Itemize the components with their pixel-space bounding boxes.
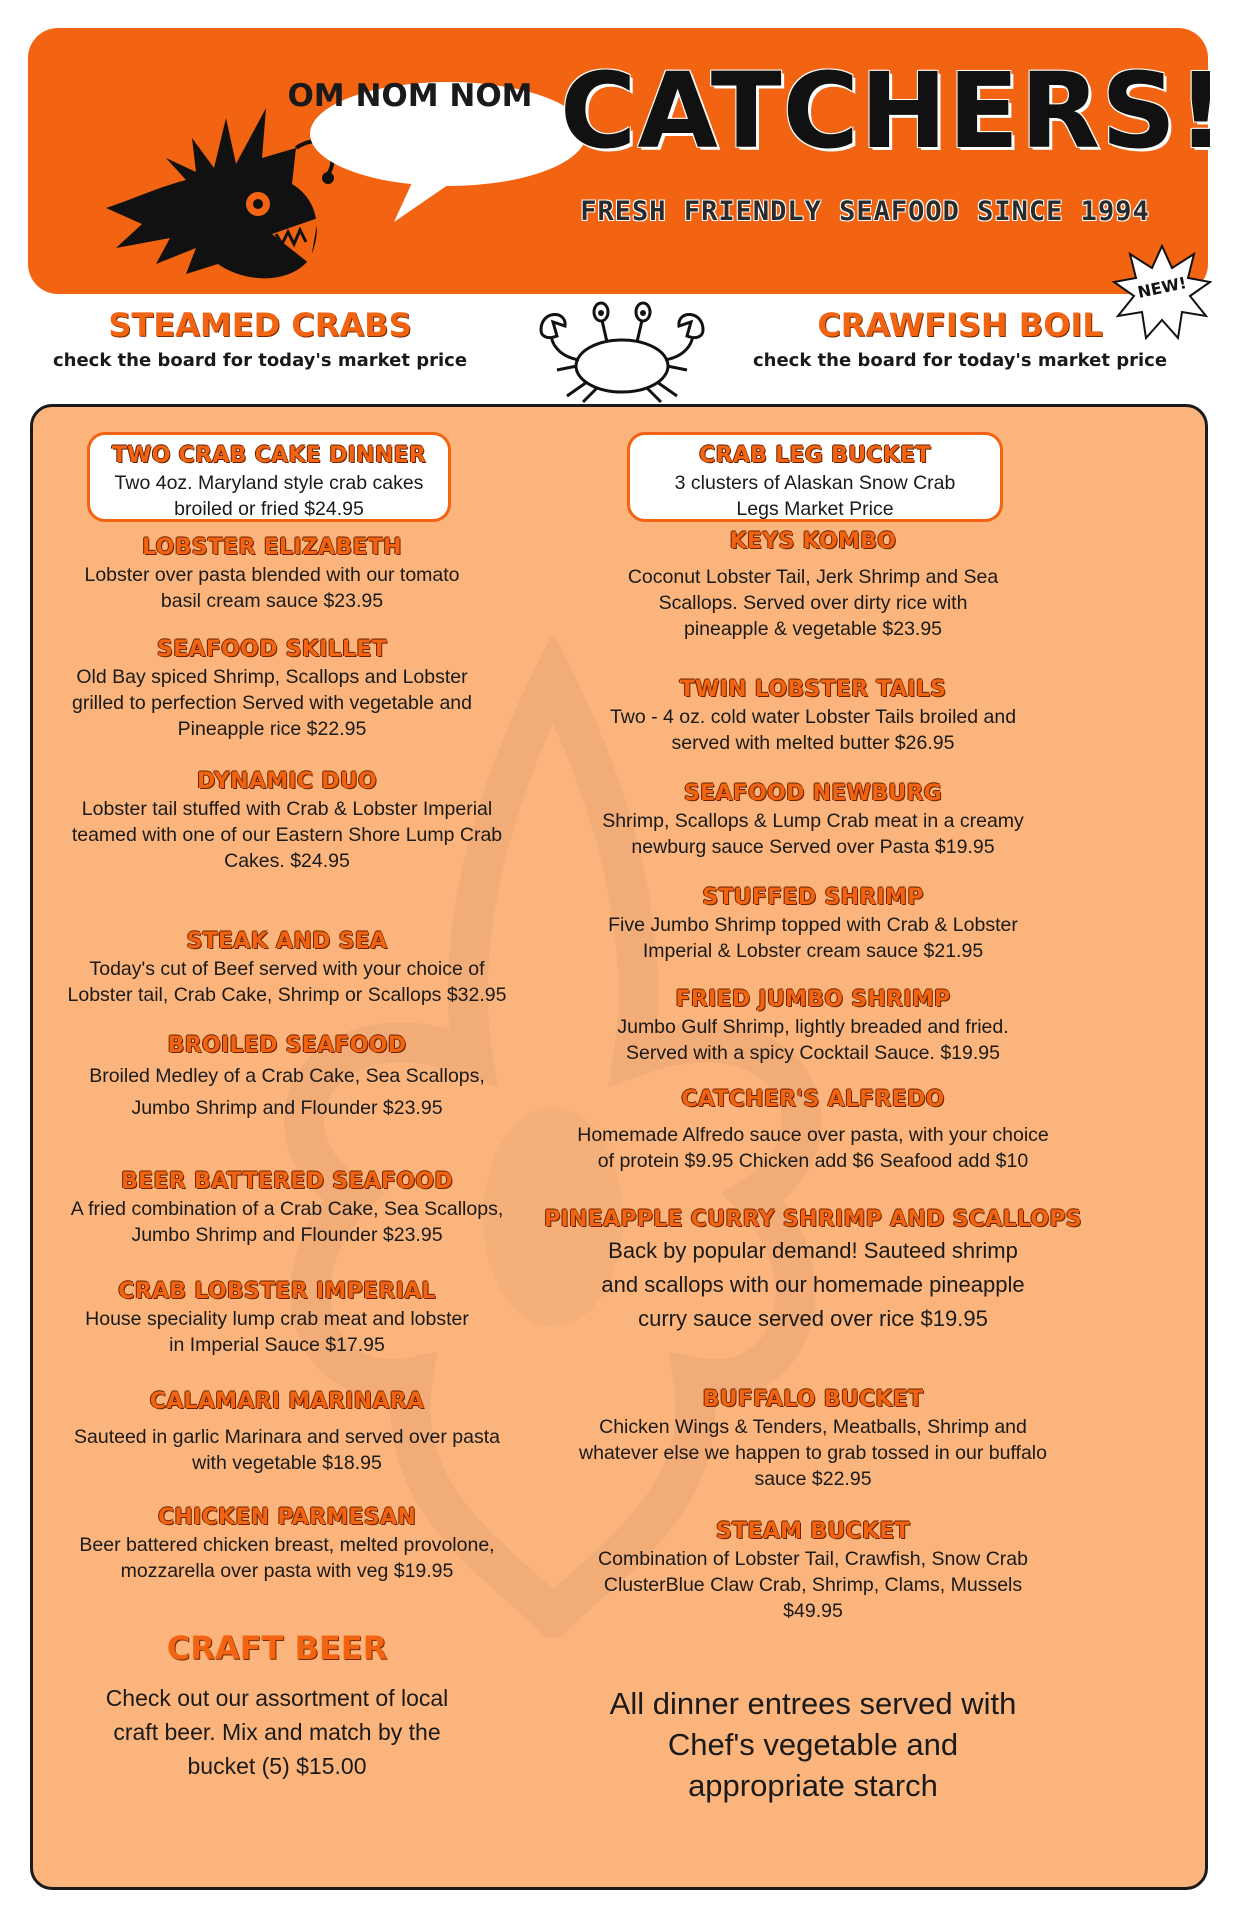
featured-right-box	[627, 432, 1003, 522]
featured-right-title: CRAB LEG BUCKET	[699, 443, 931, 468]
menu-item-desc: Shrimp, Scallops & Lump Crab meat in a creamy newburg sauce Served over Pasta $19.95	[602, 810, 1024, 858]
craft-beer-section	[97, 1629, 457, 1783]
menu-item-desc: Today's cut of Beef served with your choice of Lobster tail, Crab Cake, Shrimp or Scallops $32.95	[67, 958, 507, 1006]
menu-item-title: PINEAPPLE CURRY SHRIMP AND SCALLOPS	[544, 1207, 1082, 1232]
menu-item-desc: A fried combination of a Crab Cake, Sea Scallops, Jumbo Shrimp and Flounder $23.95	[70, 1198, 504, 1246]
menu-item-title: CRAB LOBSTER IMPERIAL	[118, 1279, 436, 1304]
menu-item-title: CHICKEN PARMESAN	[157, 1505, 417, 1530]
menu-item	[533, 1519, 1093, 1624]
menu-item-desc: Broiled Medley of a Crab Cake, Sea Scallops, Jumbo Shrimp and Flounder $23.95	[89, 1065, 485, 1119]
menu-item	[67, 1505, 507, 1584]
menu-item-desc: Coconut Lobster Tail, Jerk Shrimp and Sea Scallops. Served over dirty rice with pineapple & vegetable $23.95	[627, 566, 999, 640]
footer-note-section	[593, 1683, 1033, 1806]
menu-item-title: FRIED JUMBO SHRIMP	[675, 987, 951, 1012]
menu-item-title: SEAFOOD SKILLET	[157, 637, 387, 662]
menu-item	[573, 529, 1053, 642]
crawfish-boil-title: CRAWFISH BOIL	[817, 306, 1103, 344]
menu-item	[87, 1033, 487, 1124]
menu-item	[67, 1169, 507, 1248]
new-badge: NEW!	[1135, 273, 1189, 302]
menu-item-title: STEAK AND SEA	[186, 929, 388, 954]
menu-item-desc: Two - 4 oz. cold water Lobster Tails broiled and served with melted butter $26.95	[609, 706, 1017, 754]
menu-item-desc: Back by popular demand! Sauteed shrimp and scallops with our homemade pineapple curry sauce served over rice $19.95	[601, 1238, 1025, 1331]
menu-item-title: TWIN LOBSTER TAILS	[679, 677, 947, 702]
menu-item-desc: House speciality lump crab meat and lobster in Imperial Sauce $17.95	[85, 1308, 469, 1356]
menu-item-title: STEAM BUCKET	[716, 1519, 910, 1544]
menu-item-title: CALAMARI MARINARA	[149, 1389, 425, 1414]
menu-item-title: CATCHER'S ALFREDO	[681, 1087, 945, 1112]
craft-beer-title: CRAFT BEER	[166, 1629, 388, 1667]
left-column	[67, 407, 577, 1887]
menu-item	[553, 1087, 1073, 1174]
menu-item	[67, 535, 477, 614]
menu-item	[67, 769, 507, 874]
menu-item-title: BUFFALO BUCKET	[702, 1387, 924, 1412]
menu-item-desc: Homemade Alfredo sauce over pasta, with your choice of protein $9.95 Chicken add $6 Seafood add $10	[577, 1124, 1049, 1172]
menu-item-title: LOBSTER ELIZABETH	[142, 535, 402, 560]
menu-item	[77, 1279, 477, 1358]
featured-left-box	[87, 432, 451, 522]
menu-item-desc: Jumbo Gulf Shrimp, lightly breaded and fried. Served with a spicy Cocktail Sauce. $19.95	[617, 1016, 1009, 1064]
menu-item-desc: Five Jumbo Shrimp topped with Crab & Lobster Imperial & Lobster cream sauce $21.95	[608, 914, 1018, 962]
menu-item	[573, 987, 1053, 1066]
menu-item-title: STUFFED SHRIMP	[702, 885, 924, 910]
footer-note: All dinner entrees served with Chef's vegetable and appropriate starch	[609, 1686, 1017, 1803]
menu-item-desc: Sauteed in garlic Marinara and served over pasta with vegetable $18.95	[74, 1426, 500, 1474]
menu-item	[533, 781, 1093, 860]
menu-item-desc: Old Bay spiced Shrimp, Scallops and Lobster grilled to perfection Served with vegetable and Pineapple rice $22.95	[72, 666, 472, 740]
menu-item	[67, 637, 477, 742]
menu-item	[533, 1207, 1093, 1336]
featured-left-desc: Two 4oz. Maryland style crab cakes broiled or fried $24.95	[114, 472, 424, 520]
menu-item	[533, 1387, 1093, 1492]
steamed-crabs-note: check the board for today's market price	[52, 350, 468, 371]
featured-left-title: TWO CRAB CAKE DINNER	[111, 443, 427, 468]
tagline: FRESH FRIENDLY SEAFOOD SINCE 1994	[580, 196, 1150, 227]
menu-item-title: BROILED SEAFOOD	[167, 1033, 407, 1058]
brand-title: CATCHERS!	[560, 50, 1226, 172]
right-column	[544, 407, 1153, 1887]
steamed-crabs-title: STEAMED CRABS	[108, 306, 412, 344]
menu-item-title: DYNAMIC DUO	[196, 769, 378, 794]
craft-beer-desc: Check out our assortment of local craft beer. Mix and match by the bucket (5) $15.00	[105, 1685, 449, 1779]
menu-item-desc: Combination of Lobster Tail, Crawfish, Snow Crab ClusterBlue Claw Crab, Shrimp, Clams, Mussels $49.95	[598, 1548, 1028, 1622]
menu-item-title: KEYS KOMBO	[729, 529, 897, 554]
menu-item	[573, 677, 1053, 756]
menu-panel	[30, 404, 1208, 1890]
menu-item-desc: Beer battered chicken breast, melted provolone, mozzarella over pasta with veg $19.95	[79, 1534, 495, 1582]
speech-bubble-text: OM NOM NOM	[287, 78, 533, 114]
crab-icon	[527, 296, 717, 406]
menu-item	[573, 885, 1053, 964]
menu-item	[67, 1389, 507, 1476]
menu-item	[67, 929, 507, 1008]
menu-item-title: BEER BATTERED SEAFOOD	[121, 1169, 453, 1194]
featured-right-desc: 3 clusters of Alaskan Snow Crab Legs Market Price	[674, 472, 956, 520]
menu-item-desc: Lobster over pasta blended with our tomato basil cream sauce $23.95	[84, 564, 460, 612]
menu-item-title: SEAFOOD NEWBURG	[683, 781, 943, 806]
menu-item-desc: Chicken Wings & Tenders, Meatballs, Shrimp and whatever else we happen to grab tossed in our buffalo sauce $22.95	[579, 1416, 1047, 1490]
menu-item-desc: Lobster tail stuffed with Crab & Lobster Imperial teamed with one of our Eastern Shore Lump Crab Cakes. $24.95	[71, 798, 503, 872]
crawfish-boil-note: check the board for today's market price	[752, 350, 1168, 371]
